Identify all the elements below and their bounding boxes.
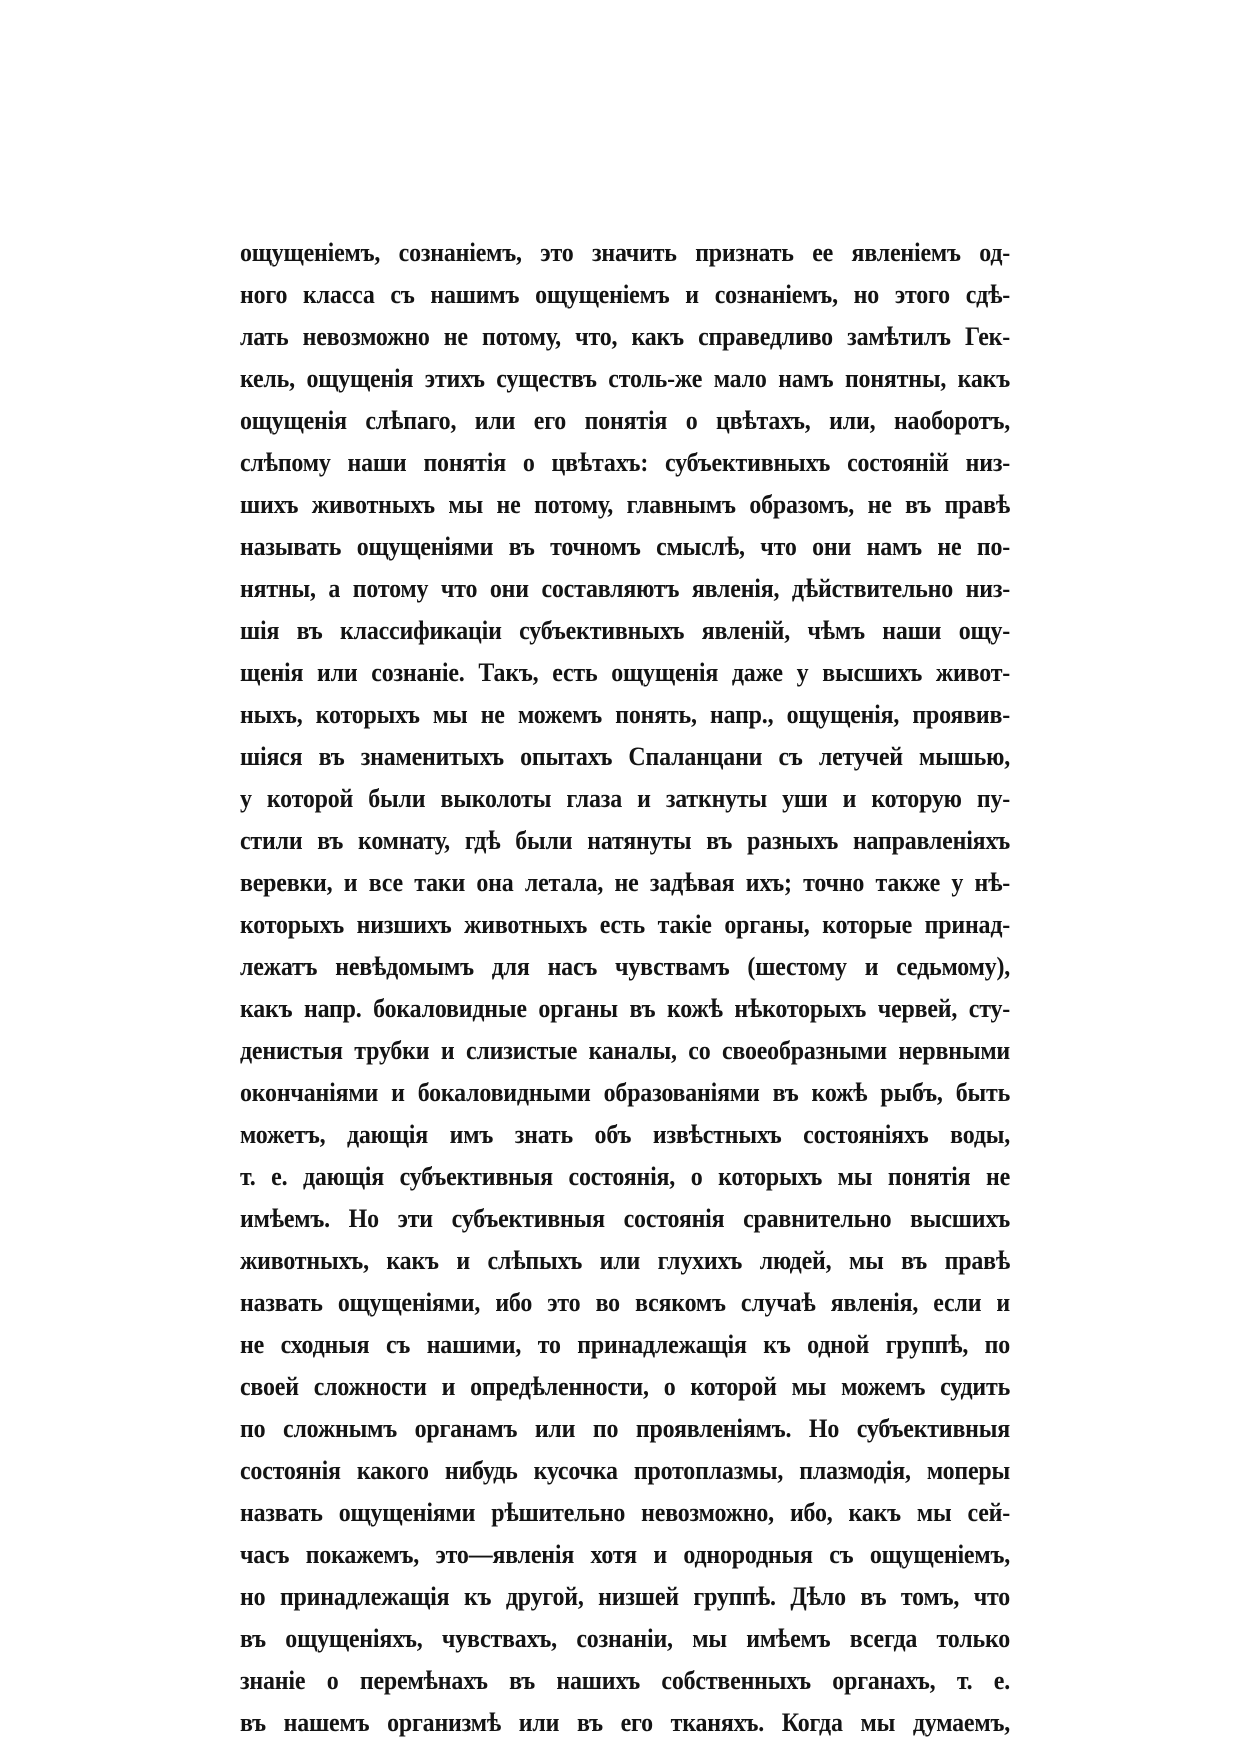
text-line: какъ напр. бокаловидные органы въ кожѣ нѣкоторыхъ червей, сту- [240, 994, 1011, 1023]
body-text [240, 232, 1010, 1744]
text-line: лежатъ невѣдомымъ для насъ чувствамъ (шестому и седьмому), [240, 952, 1011, 981]
text-line: назвать ощущеніями рѣшительно невозможно, ибо, какъ мы сей- [240, 1498, 1011, 1527]
text-line: знаніе о перемѣнахъ въ нашихъ собственныхъ органахъ, т. е. [240, 1666, 1011, 1695]
text-line: состоянія какого нибудь кусочка протоплазмы, плазмодія, моперы [240, 1456, 1011, 1485]
text-line: у которой были выколоты глаза и заткнуты уши и которую пу- [240, 784, 1011, 813]
text-line: ощущеніемъ, сознаніемъ, это значить признать ее явленіемъ од- [240, 238, 1011, 267]
text-line: ного класса съ нашимъ ощущеніемъ и сознаніемъ, но этого сдѣ- [240, 280, 1011, 309]
text-line: своей сложности и опредѣленности, о которой мы можемъ судить [240, 1372, 1011, 1401]
text-line: окончаніями и бокаловидными образованіями въ кожѣ рыбъ, быть [240, 1078, 1011, 1107]
text-line: т. е. дающія субъективныя состоянія, о которыхъ мы понятія не [240, 1162, 1011, 1191]
text-line: слѣпому наши понятія о цвѣтахъ: субъективныхъ состояній низ- [240, 448, 1011, 477]
text-line: часъ покажемъ, это—явленія хотя и однородныя съ ощущеніемъ, [240, 1540, 1011, 1569]
text-line: лать невозможно не потому, что, какъ справедливо замѣтилъ Гек- [240, 322, 1011, 351]
text-line: стили въ комнату, гдѣ были натянуты въ разныхъ направленіяхъ [240, 826, 1011, 855]
text-line: шія въ классификаціи субъективныхъ явленій, чѣмъ наши ощу- [240, 616, 1011, 645]
text-line: которыхъ низшихъ животныхъ есть такіе органы, которые принад- [240, 910, 1011, 939]
text-line: ощущенія слѣпаго, или его понятія о цвѣтахъ, или, наоборотъ, [240, 406, 1011, 435]
text-line: веревки, и все таки она летала, не задѣвая ихъ; точно также у нѣ- [240, 868, 1011, 897]
text-line: не сходныя съ нашими, то принадлежащія къ одной группѣ, по [240, 1330, 1011, 1359]
text-line: шіяся въ знаменитыхъ опытахъ Спаланцани съ летучей мышью, [240, 742, 1011, 771]
text-line: щенія или сознаніе. Такъ, есть ощущенія даже у высшихъ живот- [240, 658, 1011, 687]
text-line: по сложнымъ органамъ или по проявленіямъ. Но субъективныя [240, 1414, 1011, 1443]
text-line: шихъ животныхъ мы не потому, главнымъ образомъ, не въ правѣ [240, 490, 1011, 519]
text-line: кель, ощущенія этихъ существъ столь-же мало намъ понятны, какъ [240, 364, 1011, 393]
text-line: назвать ощущеніями, ибо это во всякомъ случаѣ явленія, если и [240, 1288, 1011, 1317]
text-line: нятны, а потому что они составляютъ явленія, дѣйствительно низ- [240, 574, 1011, 603]
text-line: ныхъ, которыхъ мы не можемъ понять, напр., ощущенія, проявив- [240, 700, 1011, 729]
text-line: имѣемъ. Но эти субъективныя состоянія сравнительно высшихъ [240, 1204, 1011, 1233]
text-line: можетъ, дающія имъ знать объ извѣстныхъ состояніяхъ воды, [240, 1120, 1011, 1149]
text-line: но принадлежащія къ другой, низшей группѣ. Дѣло въ томъ, что [240, 1582, 1011, 1611]
text-line: въ ощущеніяхъ, чувствахъ, сознаніи, мы имѣемъ всегда только [240, 1624, 1011, 1653]
text-line: въ нашемъ организмѣ или въ его тканяхъ. Когда мы думаемъ, [240, 1708, 1011, 1737]
text-line: называть ощущеніями въ точномъ смыслѣ, что они намъ не по- [240, 532, 1011, 561]
text-line: животныхъ, какъ и слѣпыхъ или глухихъ людей, мы въ правѣ [240, 1246, 1011, 1275]
text-line: денистыя трубки и слизистые каналы, со своеобразными нервными [240, 1036, 1011, 1065]
